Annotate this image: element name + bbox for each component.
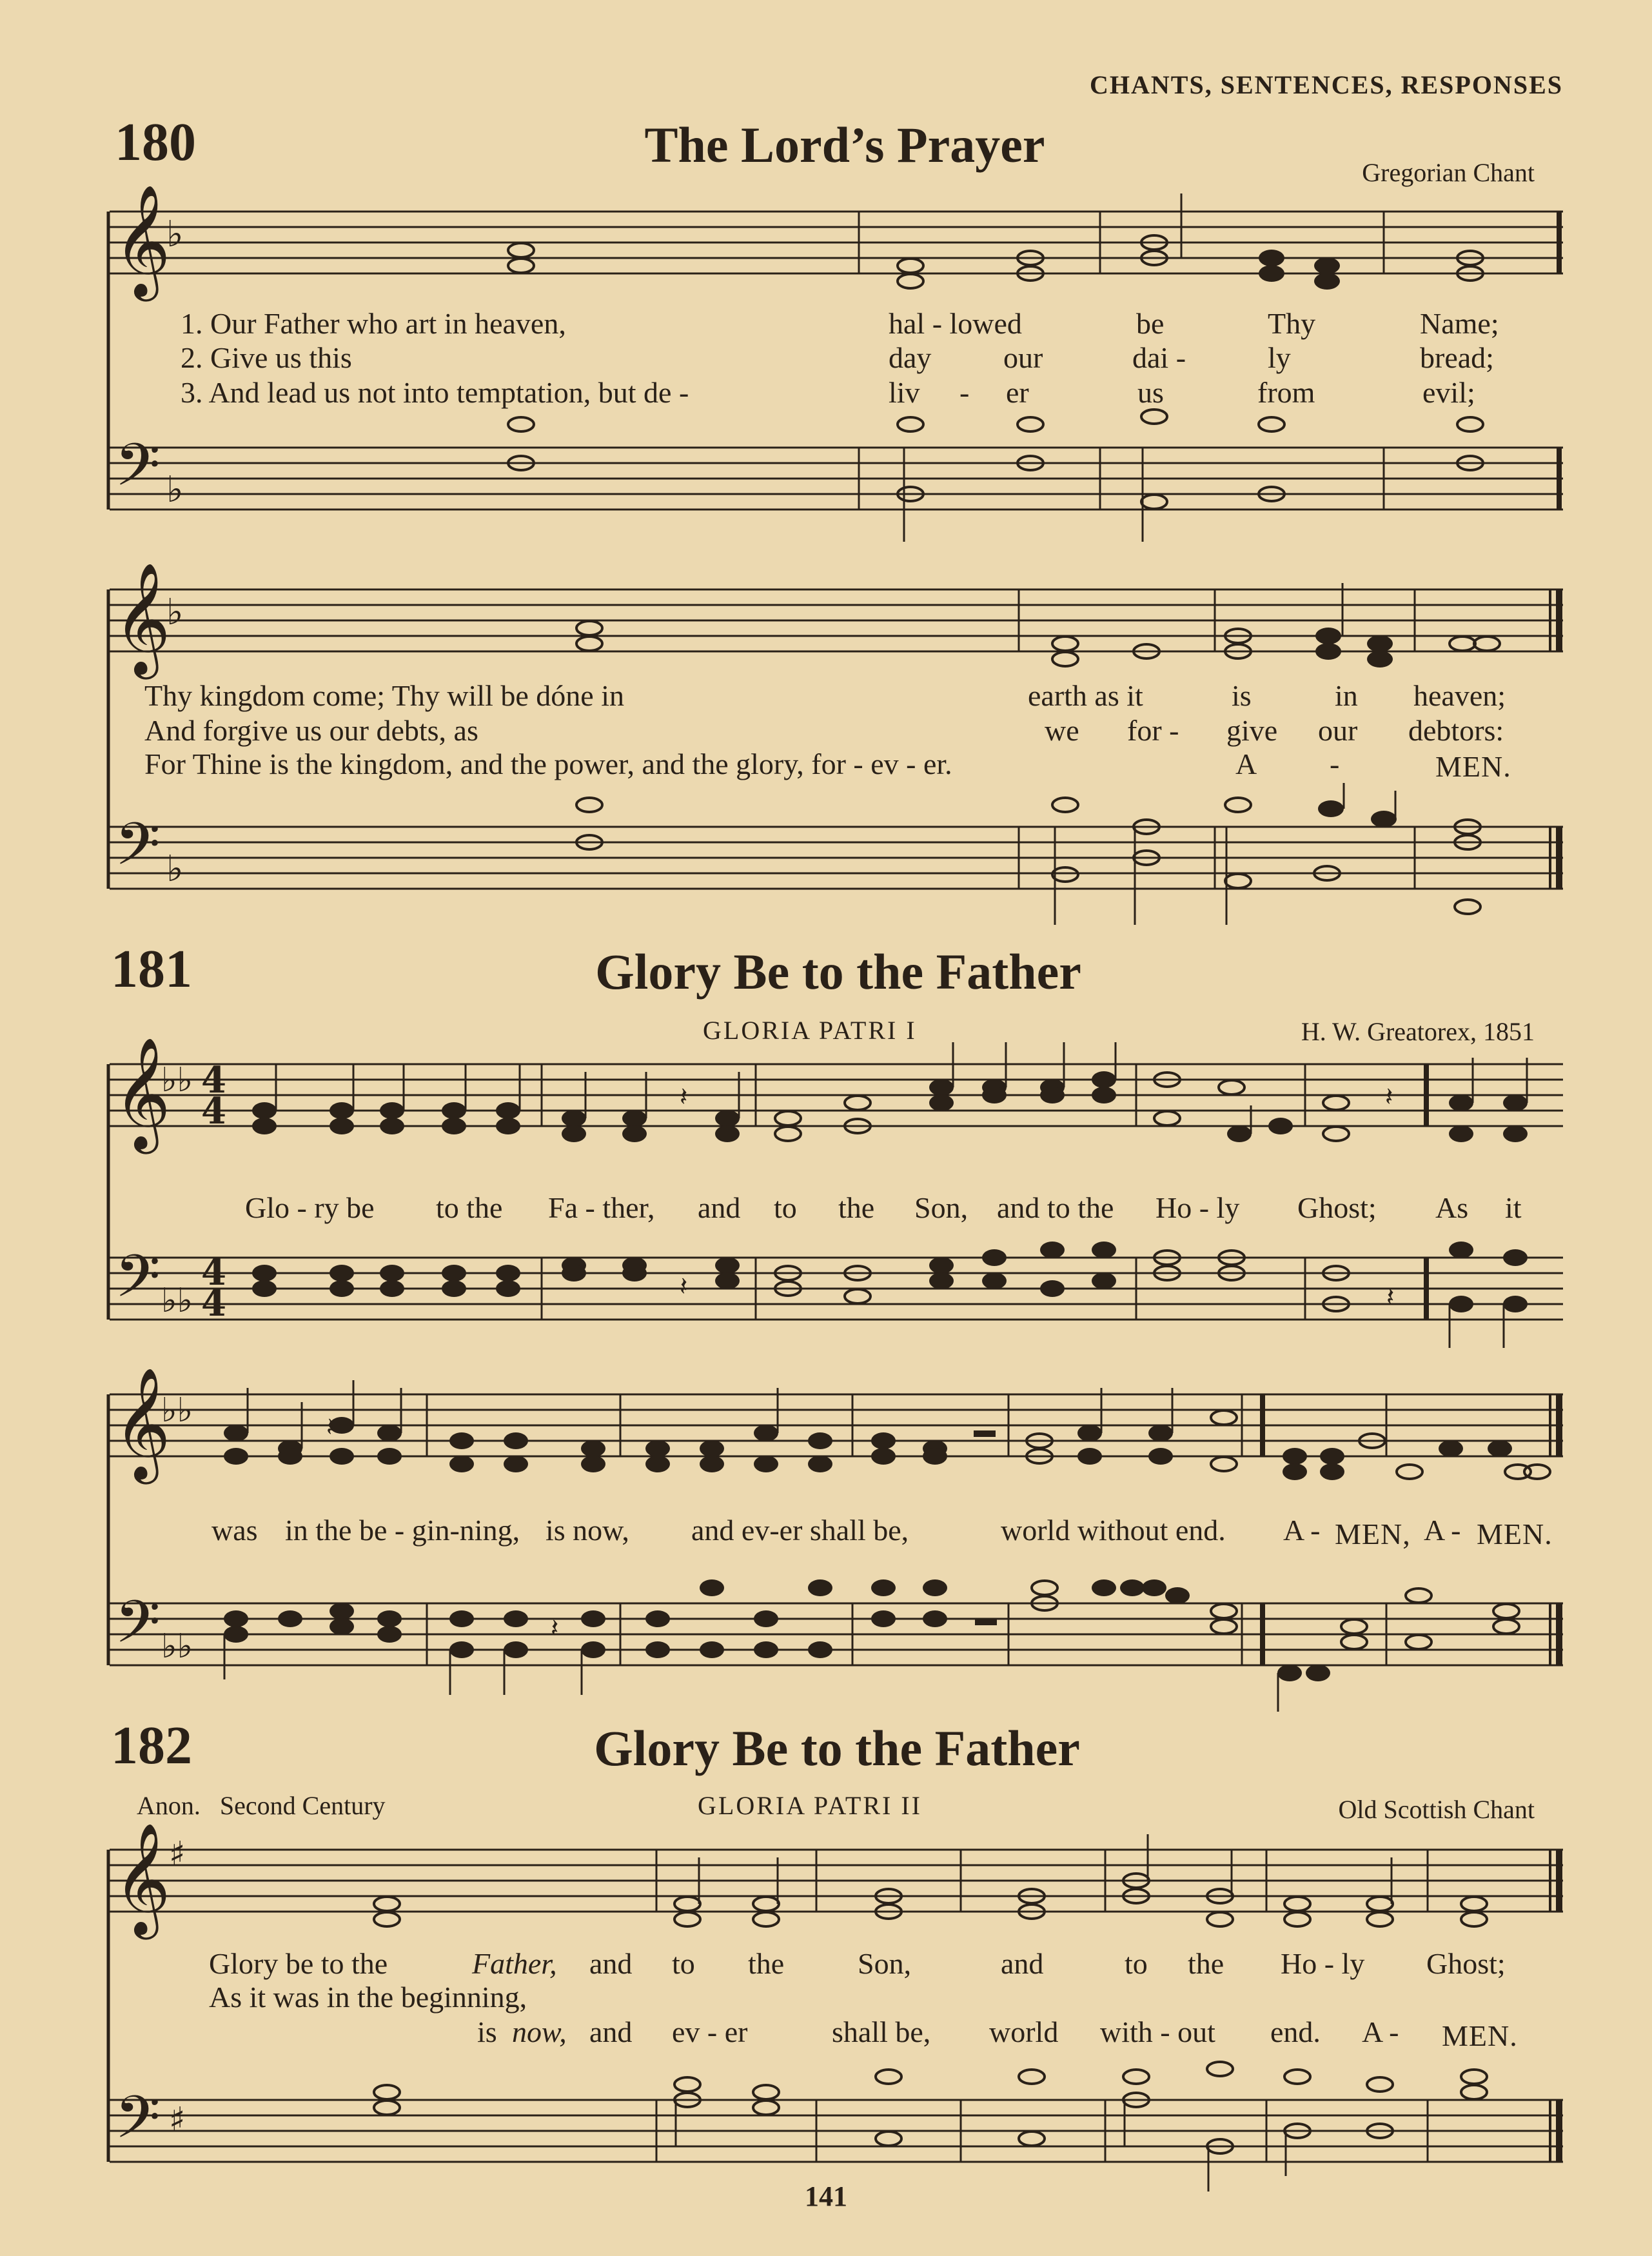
treble-clef-icon: 𝄞 [113,1367,171,1479]
svg-text:♭: ♭ [166,213,184,255]
lyric-text: Thy kingdom come; Thy will be dóne in [144,679,624,712]
lyric-text: is [1232,679,1252,712]
lyric-text: and [698,1191,741,1224]
lyric-text: Glory be to the [209,1947,388,1980]
lyric-text: evil; [1422,376,1475,409]
lyric-text: hal - lowed [889,307,1022,340]
lyric-text: and ev-er shall be, [691,1514,909,1547]
lyric-text: is [477,2015,497,2048]
lyric-text: liv [889,376,920,409]
lyric-text: it [1505,1191,1522,1224]
svg-text:4: 4 [201,1090,226,1133]
svg-text:♯: ♯ [169,1835,186,1874]
hymn-title-181: Glory Be to the Father [595,944,1081,1000]
page-number: 141 [805,2181,847,2212]
lyric-text: Ghost; [1297,1191,1377,1224]
lyric-text: us [1137,376,1164,409]
hymn-title-182: Glory Be to the Father [594,1720,1080,1776]
lyric-text: to the [436,1191,503,1224]
lyric-text: ev - er [672,2015,748,2048]
svg-text:𝄽: 𝄽 [680,1082,688,1112]
lyric-text: Thy [1268,307,1316,340]
lyric-text: give [1226,714,1278,747]
svg-text:𝄽: 𝄽 [551,1614,559,1643]
lyric-line-180-2-v2 [0,713,1652,749]
author-182: Anon. Second Century [137,1791,386,1820]
lyric-text: bread; [1420,341,1494,374]
svg-text:♭♭: ♭♭ [161,1281,193,1320]
composer-181: H. W. Greatorex, 1851 [1301,1017,1535,1046]
lyric-text: shall be, [832,2015,931,2048]
hymn-number-181: 181 [111,939,192,999]
lyric-text: er [1006,376,1029,409]
svg-text:4: 4 [201,1059,226,1102]
lyric-text: Glo - ry be [245,1191,375,1224]
svg-text:𝄽: 𝄽 [1386,1282,1395,1312]
lyric-text: the [838,1191,875,1224]
svg-text:4: 4 [201,1251,226,1294]
lyric-text: to [774,1191,797,1224]
lyric-text: 2. Give us this [181,341,352,374]
lyric-text: in the be - gin-ning, [285,1514,520,1547]
lyric-text: with - out [1100,2015,1215,2048]
lyric-text: end. [1270,2015,1321,2048]
lyric-text: - [1330,747,1340,780]
lyric-line-181-1 [0,1191,1652,1227]
lyric-text: was [211,1514,258,1547]
bass-clef-icon: 𝄢 [115,1242,161,1325]
lyric-text: Father, [472,1947,557,1980]
lyric-text: in [1335,679,1358,712]
lyric-text: world without end. [1001,1514,1226,1547]
lyric-text: and [1001,1947,1044,1980]
bass-clef-icon: 𝄢 [115,810,161,893]
lyric-text: world [989,2015,1059,2048]
lyric-text: our [1318,714,1358,747]
lyric-text: A - [1362,2015,1399,2048]
lyric-text: and [589,1947,633,1980]
lyric-text: the [748,1947,785,1980]
svg-text:♭♭: ♭♭ [161,1391,193,1430]
lyric-text: and [589,2015,633,2048]
composer-180: Gregorian Chant [1362,158,1535,187]
lyric-text: day [889,341,932,374]
lyric-text: is now, [546,1514,629,1547]
lyric-text: A [1235,747,1257,780]
lyric-line-182-v1 [0,1946,1652,1983]
tune-name-181: GLORIA PATRI I [703,1016,917,1045]
svg-text:𝄽: 𝄽 [680,1272,688,1301]
lyric-text: As it was in the beginning, [209,1981,527,2014]
lyric-text: MEN. [1442,2019,1518,2052]
lyric-text: And forgive us our debts, as [144,714,478,747]
tune-name-182: GLORIA PATRI II [698,1791,922,1820]
lyric-line-180-1-v2 [0,341,1652,377]
lyric-text: earth as it [1028,679,1143,712]
lyric-text: A - [1283,1514,1321,1547]
lyric-text: to [1125,1947,1148,1980]
lyric-line-180-2-v3 [0,747,1652,783]
hymn-number-180: 180 [115,112,196,172]
lyric-text: be [1136,307,1165,340]
treble-clef-icon: 𝄞 [113,1823,171,1935]
bass-clef-icon: 𝄢 [115,1588,161,1670]
svg-text:4: 4 [201,1282,226,1325]
lyric-text: for - [1127,714,1179,747]
svg-text:♭♭: ♭♭ [161,1627,193,1666]
treble-clef-icon: 𝄞 [113,562,171,675]
lyric-text: MEN, [1335,1518,1411,1550]
svg-text:♭: ♭ [166,469,184,511]
svg-text:𝄽: 𝄽 [1385,1082,1393,1112]
lyric-text: debtors: [1408,714,1504,747]
treble-clef-icon: 𝄞 [113,184,171,297]
lyric-text: Son, [914,1191,969,1224]
lyric-text: Ghost; [1426,1947,1506,1980]
lyric-text: Name; [1420,307,1499,340]
lyric-text: MEN. [1477,1518,1553,1550]
lyric-text: and to the [997,1191,1114,1224]
lyric-text: 3. And lead us not into temptation, but de - [181,376,689,409]
lyric-text: For Thine is the kingdom, and the power, and the glory, for - ev - er. [144,747,952,780]
lyric-text: our [1003,341,1043,374]
bass-clef-icon: 𝄢 [115,2083,161,2166]
svg-text:𝄽: 𝄽 [326,1412,335,1442]
lyric-text: ly [1268,341,1291,374]
lyric-text: now, [512,2015,567,2048]
lyric-text: we [1045,714,1079,747]
lyric-text: - [959,376,970,409]
lyric-text: A - [1424,1514,1461,1547]
lyric-line-180-2-v1 [0,678,1652,715]
lyric-text: heaven; [1413,679,1506,712]
lyric-text: 1. Our Father who art in heaven, [181,307,566,340]
svg-text:♭♭: ♭♭ [161,1061,193,1100]
section-header: CHANTS, SENTENCES, RESPONSES [1090,70,1563,99]
lyric-line-180-1-v3 [0,375,1652,411]
lyric-text: Ho - ly [1155,1191,1240,1224]
lyric-text: MEN. [1435,750,1511,783]
lyric-text: dai - [1132,341,1186,374]
lyric-line-182-v2 [0,1980,1652,2016]
svg-text:♭: ♭ [166,591,184,633]
bass-clef-icon: 𝄢 [115,431,161,513]
lyric-line-182-v3 [0,2015,1652,2051]
svg-text:♯: ♯ [169,2101,186,2139]
treble-clef-icon: 𝄞 [113,1037,171,1149]
lyric-line-180-1-v1 [0,306,1652,342]
lyric-text: As [1435,1191,1469,1224]
lyric-text: Ho - ly [1281,1947,1365,1980]
lyric-text: the [1188,1947,1224,1980]
lyric-text: Son, [858,1947,912,1980]
lyric-text: from [1257,376,1315,409]
lyric-text: to [672,1947,695,1980]
svg-text:♭: ♭ [166,848,184,890]
hymn-title-180: The Lord’s Prayer [644,117,1045,173]
hymn-number-182: 182 [111,1716,192,1776]
lyric-line-181-2 [0,1513,1652,1549]
lyric-text: Fa - ther, [548,1191,655,1224]
composer-182: Old Scottish Chant [1338,1795,1535,1824]
